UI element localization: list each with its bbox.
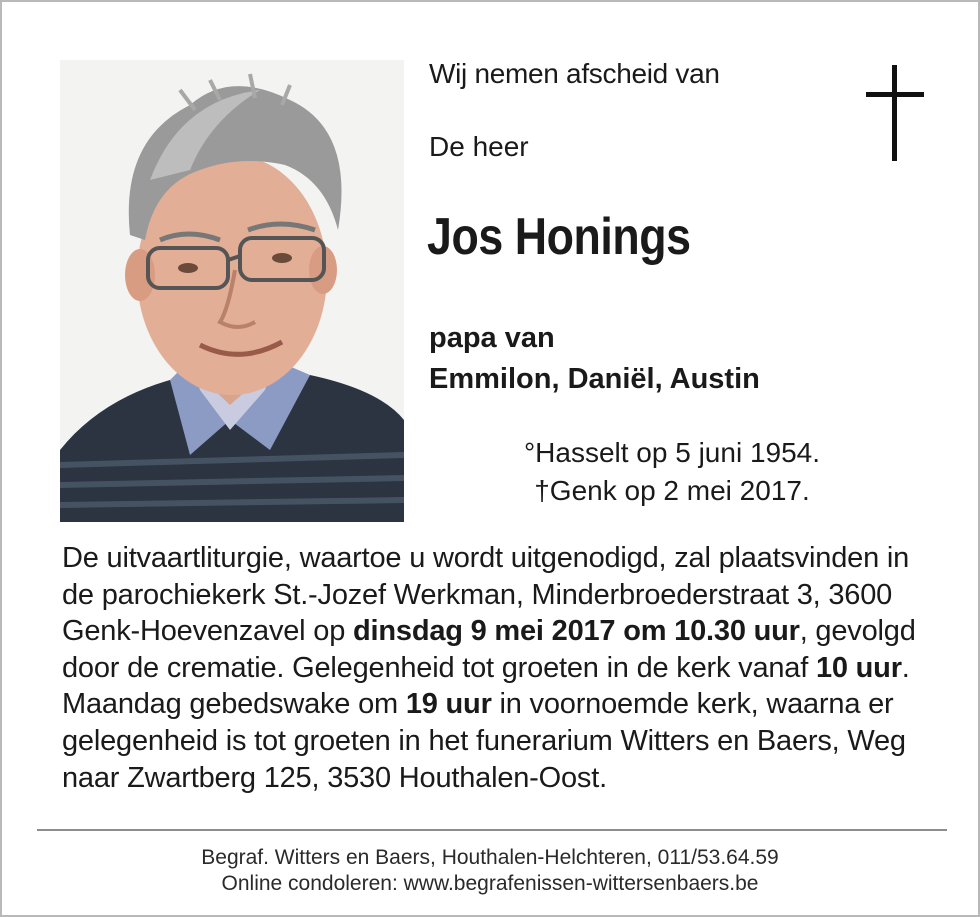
details-part-4: in voornoemde kerk, waarna er gelegenheid is tot groeten in het funerarium Witters en Baers, Weg naar Zwartberg 125, 3530 Houthalen-Oost. (62, 688, 906, 794)
death-date: †Genk op 2 mei 2017. (534, 475, 810, 506)
deceased-name: Jos Honings (427, 208, 691, 266)
funeral-details (62, 540, 942, 796)
online-condolences: Online condoleren: www.begrafenissen-wittersenbaers.be (221, 872, 759, 895)
children-names: Emmilon, Daniël, Austin (429, 363, 760, 395)
details-part-3: . Maandag gebedswake om (62, 651, 910, 721)
details-part-1: De uitvaartliturgie, waartoe u wordt uitgenodigd, zal plaatsvinden in de parochiekerk St.-Jozef Werkman, Minderbroederstraat 3, 3600 Genk-Hoevenzavel op (62, 542, 910, 648)
funeral-home-info: Begraf. Witters en Baers, Houthalen-Helchteren, 011/53.64.59 (201, 846, 779, 869)
relation-block (429, 318, 760, 400)
portrait-photo (60, 60, 404, 522)
intro-text: Wij nemen afscheid van (429, 58, 720, 89)
cross-icon (866, 65, 924, 161)
divider (37, 829, 947, 831)
footer (2, 845, 978, 897)
vigil-time: 19 uur (405, 688, 492, 721)
relation-label: papa van (429, 322, 555, 354)
service-datetime: dinsdag 9 mei 2017 om 10.30 uur (353, 615, 800, 648)
details-part-2: , gevolgd door de crematie. Gelegenheid tot groeten in de kerk vanaf (62, 615, 916, 684)
honorific: De heer (429, 131, 529, 162)
dates-block (502, 434, 842, 510)
birth-date: °Hasselt op 5 juni 1954. (523, 437, 821, 468)
portrait-illustration (60, 60, 404, 522)
greeting-time: 10 uur (815, 651, 902, 684)
